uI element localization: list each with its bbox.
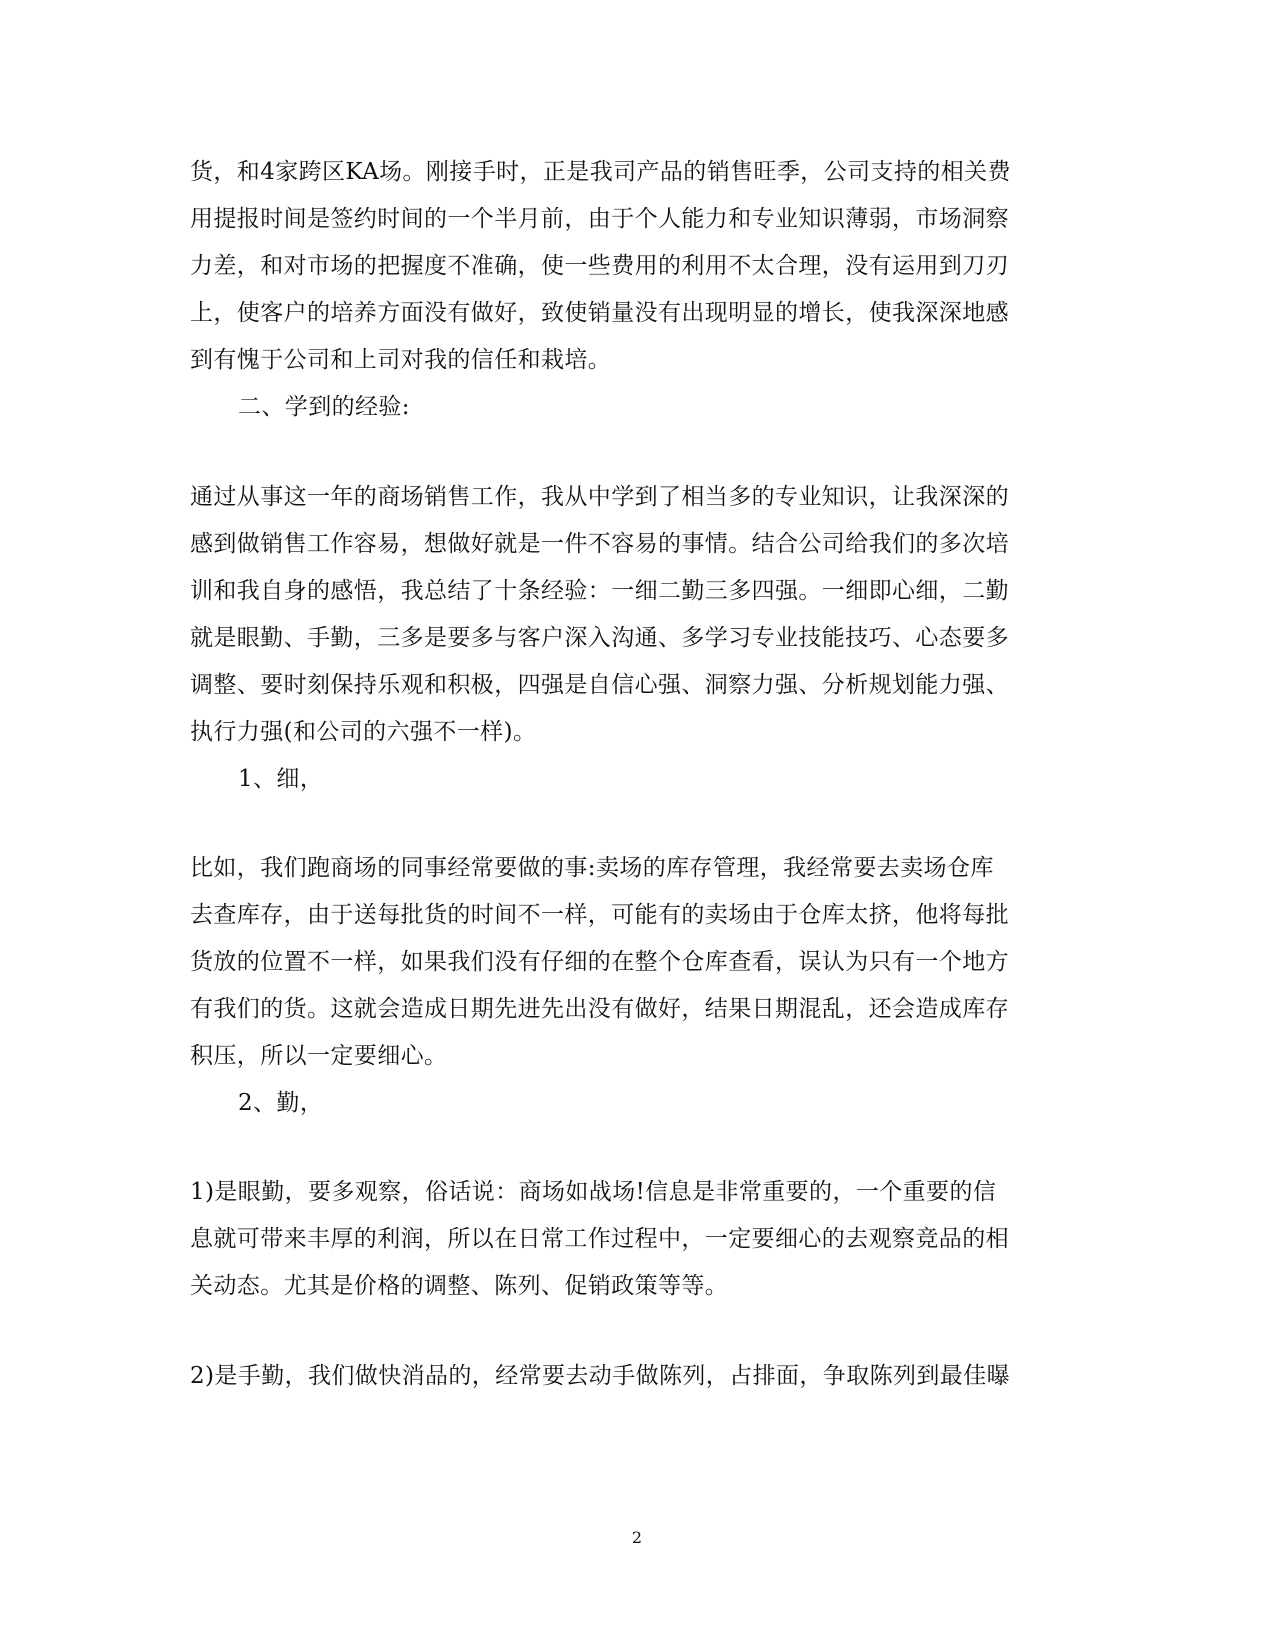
- paragraph-2-line-5: 调整、要时刻保持乐观和积极，四强是自信心强、洞察力强、分析规划能力强、: [190, 672, 1009, 698]
- subheading-xi: 1、细，: [238, 766, 324, 792]
- paragraph-4-line-3: 关动态。尤其是价格的调整、陈列、促销政策等等。: [190, 1273, 729, 1299]
- paragraph-1-line-2: 用提报时间是签约时间的一个半月前，由于个人能力和专业知识薄弱，市场洞察: [190, 206, 1009, 232]
- paragraph-4-line-2: 息就可带来丰厚的利润，所以在日常工作过程中，一定要细心的去观察竞品的相: [190, 1226, 1009, 1252]
- paragraph-3-line-3: 货放的位置不一样，如果我们没有仔细的在整个仓库查看，误认为只有一个地方: [190, 949, 1009, 975]
- paragraph-1-line-5: 到有愧于公司和上司对我的信任和栽培。: [190, 347, 612, 373]
- paragraph-2-line-4: 就是眼勤、手勤，三多是要多与客户深入沟通、多学习专业技能技巧、心态要多: [190, 625, 1009, 651]
- paragraph-2-line-1: 通过从事这一年的商场销售工作，我从中学到了相当多的专业知识，让我深深的: [190, 484, 1009, 510]
- paragraph-2-line-3: 训和我自身的感悟，我总结了十条经验：一细二勤三多四强。一细即心细，二勤: [190, 578, 1009, 604]
- paragraph-3-line-5: 积压，所以一定要细心。: [190, 1043, 448, 1069]
- paragraph-4-line-1: 1)是眼勤，要多观察，俗话说：商场如战场!信息是非常重要的，一个重要的信: [190, 1179, 997, 1205]
- paragraph-1-line-4: 上，使客户的培养方面没有做好，致使销量没有出现明显的增长，使我深深地感: [190, 300, 1009, 326]
- section-heading-experience: 二、学到的经验:: [238, 394, 410, 420]
- page-number: 2: [631, 1528, 643, 1547]
- paragraph-2-line-6: 执行力强(和公司的六强不一样)。: [190, 719, 537, 745]
- paragraph-2-line-2: 感到做销售工作容易，想做好就是一件不容易的事情。结合公司给我们的多次培: [190, 531, 1009, 557]
- subheading-qin: 2、勤，: [238, 1090, 324, 1116]
- paragraph-1-line-1: 货，和4家跨区KA场。刚接手时，正是我司产品的销售旺季，公司支持的相关费: [190, 159, 1011, 185]
- paragraph-3-line-1: 比如，我们跑商场的同事经常要做的事:卖场的库存管理，我经常要去卖场仓库: [190, 855, 994, 881]
- paragraph-3-line-2: 去查库存，由于送每批货的时间不一样，可能有的卖场由于仓库太挤，他将每批: [190, 902, 1009, 928]
- paragraph-5-line-1: 2)是手勤，我们做快消品的，经常要去动手做陈列，占排面，争取陈列到最佳曝: [190, 1363, 1011, 1389]
- paragraph-3-line-4: 有我们的货。这就会造成日期先进先出没有做好，结果日期混乱，还会造成库存: [190, 996, 1009, 1022]
- paragraph-1-line-3: 力差，和对市场的把握度不准确，使一些费用的利用不太合理，没有运用到刀刃: [190, 253, 1009, 279]
